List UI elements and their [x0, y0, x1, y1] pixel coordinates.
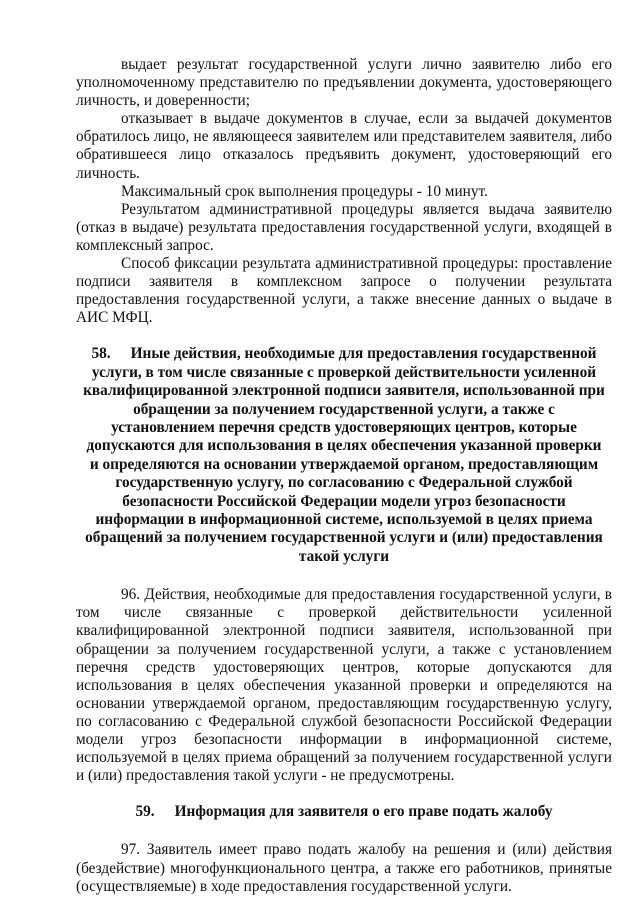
paragraph-fixation-method: Способ фиксации результата административной процедуры: проставление подписи заявителя в комплексном запросе о получении результата предоставления государственной услуги, а также внесение данных о выдаче в АИС МФЦ. — [76, 255, 612, 327]
section-58-heading — [76, 345, 612, 566]
paragraph-issue-result: выдает результат государственной услуги лично заявителю либо его уполномоченному представителю по предъявлении документа, удостоверяющего личность, и доверенности; — [76, 56, 612, 110]
page-content — [76, 56, 612, 896]
section-59-heading — [76, 803, 612, 821]
section-58-title: Иные действия, необходимые для предоставления государственной услуги, в том числе связанные с проверкой действительности усиленной квалифицированной электронной подписи заявителя, использованной при обращении за получением государственной услуги, а также с установлением перечня средств удостоверяющих центров, которые допускаются для использования в целях обеспечения указанной проверки и определяются на основании утверждаемой органом, предоставляющим государственную услугу, по согласованию с Федеральной службой безопасности Российской Федерации модели угроз безопасности информации в информационной системе, используемой в целях приема обращений за получением государственной услуги и (или) предоставления такой услуги — [83, 345, 605, 565]
paragraph-max-time: Максимальный срок выполнения процедуры - 10 минут. — [121, 182, 488, 200]
section-58-number: 58. — [91, 345, 111, 363]
section-59-number: 59. — [135, 803, 155, 821]
paragraph-97: 97. Заявитель имеет право подать жалобу на решения и (или) действия (бездействие) многофункционального центра, а также его работников, принятые (осуществляемые) в ходе предоставления государственной услуги. — [76, 841, 612, 895]
section-59-title: Информация для заявителя о его праве подать жалобу — [174, 803, 553, 821]
paragraph-refusal: отказывает в выдаче документов в случае, если за выдачей документов обратилось лицо, не являющееся заявителем или представителем заявителя, либо обратившееся лицо отказалось предъявить документ, удостоверяющий его личность. — [76, 110, 612, 182]
paragraph-96: 96. Действия, необходимые для предоставления государственной услуги, в том числе связанные с проверкой действительности усиленной квалифицированной электронной подписи заявителя, использованной при обращении за получением государственной услуги, а также с установлением перечня средств удостоверяющих центров, которые допускаются для использования в целях обеспечения указанной проверки и определяются на основании утверждаемой органом, предоставляющим государственную услугу, по согласованию с Федеральной службой безопасности Российской Федерации модели угроз безопасности информации в информационной системе, используемой в целях приема обращений за получением государственной услуги и (или) предоставления такой услуги - не предусмотрены. — [76, 586, 612, 785]
paragraph-procedure-result: Результатом административной процедуры является выдача заявителю (отказ в выдаче) результата предоставления государственной услуги, входящей в комплексный запрос. — [76, 200, 612, 254]
